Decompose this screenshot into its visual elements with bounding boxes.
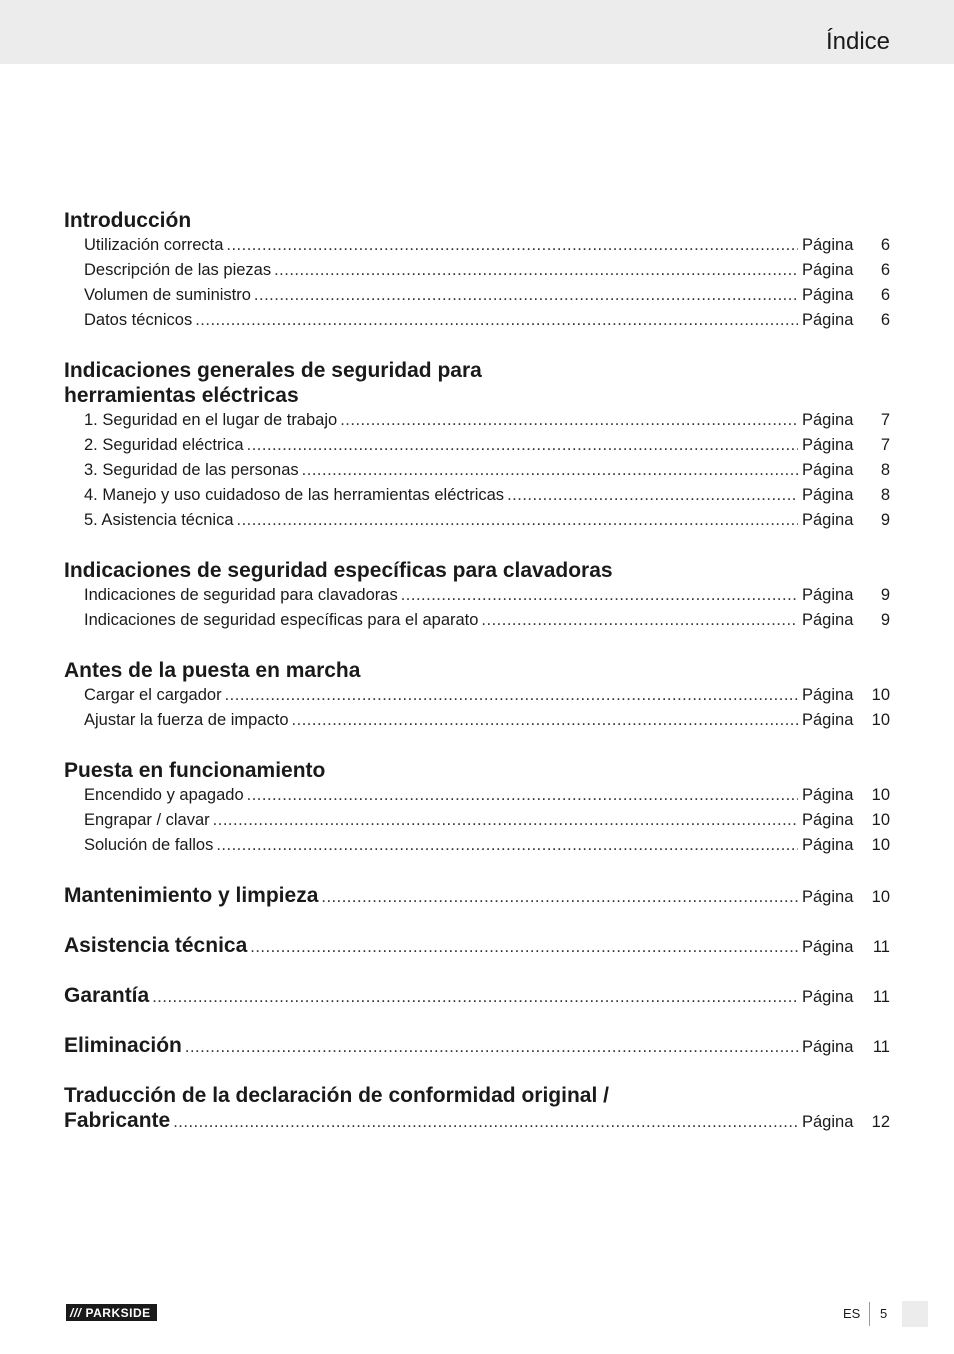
section-heading-line1: Indicaciones generales de seguridad para xyxy=(64,359,482,382)
page-number: 10 xyxy=(871,686,890,704)
toc-entry[interactable] xyxy=(64,783,890,808)
dot-leader xyxy=(225,683,798,708)
toc-section-seguridad-clavadoras xyxy=(64,558,890,633)
section-heading: Mantenimiento y limpieza xyxy=(64,884,319,907)
section-heading: Puesta en funcionamiento xyxy=(64,759,326,782)
toc-section-declaracion-conformidad[interactable] xyxy=(64,1083,890,1133)
entry-label: Cargar el cargador xyxy=(84,686,222,704)
dot-leader xyxy=(401,583,798,608)
toc-section-seguridad-general xyxy=(64,358,890,533)
page-number: 10 xyxy=(871,888,890,906)
page-word: Página xyxy=(802,411,854,429)
page-number: 10 xyxy=(871,786,890,804)
dot-leader xyxy=(274,258,798,283)
toc-entry[interactable] xyxy=(64,483,890,508)
dot-leader xyxy=(254,283,798,308)
toc-entry[interactable] xyxy=(64,408,890,433)
page-number: 6 xyxy=(880,261,890,279)
toc-section-asistencia-tecnica[interactable] xyxy=(64,933,890,958)
section-heading: Indicaciones de seguridad específicas para clavadoras xyxy=(64,559,613,582)
toc-entry[interactable] xyxy=(64,308,890,333)
dot-leader xyxy=(247,783,798,808)
dot-leader xyxy=(250,935,798,960)
toc-section-puesta-funcionamiento xyxy=(64,758,890,858)
entry-label: 1. Seguridad en el lugar de trabajo xyxy=(84,411,338,429)
section-heading: Antes de la puesta en marcha xyxy=(64,659,361,682)
language-code: ES xyxy=(843,1306,861,1321)
page-number: 11 xyxy=(872,988,890,1006)
entry-label: Encendido y apagado xyxy=(84,786,244,804)
entry-label: 2. Seguridad eléctrica xyxy=(84,436,244,454)
page-word: Página xyxy=(802,236,854,254)
dot-leader xyxy=(216,833,798,858)
page-word: Página xyxy=(802,686,854,704)
page-number: 6 xyxy=(880,286,890,304)
toc-entry[interactable] xyxy=(64,458,890,483)
parkside-logo xyxy=(66,1304,157,1321)
page-number: 9 xyxy=(880,611,890,629)
footer-page-number: 5 xyxy=(880,1306,888,1321)
entry-label: Indicaciones de seguridad para clavadoras xyxy=(84,586,398,604)
page-word: Página xyxy=(802,1038,854,1056)
page-number: 8 xyxy=(880,461,890,479)
dot-leader xyxy=(195,308,798,333)
page-word: Página xyxy=(802,436,854,454)
entry-label: 3. Seguridad de las personas xyxy=(84,461,299,479)
footer-tab-marker xyxy=(902,1301,928,1327)
footer-divider xyxy=(869,1302,870,1326)
page-number: 11 xyxy=(872,938,890,956)
dot-leader xyxy=(173,1110,798,1135)
dot-leader xyxy=(152,985,798,1010)
dot-leader xyxy=(292,708,798,733)
toc-section-eliminacion[interactable] xyxy=(64,1033,890,1058)
page-word: Página xyxy=(802,1113,854,1131)
logo-stripes: /// xyxy=(70,1305,82,1320)
dot-leader xyxy=(321,885,798,910)
section-heading-line2: herramientas eléctricas xyxy=(64,384,299,407)
toc-entry[interactable] xyxy=(64,258,890,283)
section-heading-line2: Fabricante xyxy=(64,1109,171,1132)
section-heading-line1: Traducción de la declaración de conformidad original / xyxy=(64,1084,609,1107)
page-number: 6 xyxy=(880,236,890,254)
entry-label: 5. Asistencia técnica xyxy=(84,511,234,529)
header-bar xyxy=(0,0,954,64)
entry-label: Volumen de suministro xyxy=(84,286,251,304)
table-of-contents xyxy=(64,208,890,1133)
toc-entry[interactable] xyxy=(64,283,890,308)
page-number: 7 xyxy=(880,411,890,429)
entry-label: Utilización correcta xyxy=(84,236,224,254)
toc-section-garantia[interactable] xyxy=(64,983,890,1008)
dot-leader xyxy=(237,508,799,533)
page-word: Página xyxy=(802,586,854,604)
toc-entry[interactable] xyxy=(64,433,890,458)
toc-entry[interactable] xyxy=(64,808,890,833)
dot-leader xyxy=(481,608,798,633)
page-word: Página xyxy=(802,511,854,529)
page-word: Página xyxy=(802,261,854,279)
toc-entry[interactable] xyxy=(64,508,890,533)
page-word: Página xyxy=(802,486,854,504)
dot-leader xyxy=(213,808,798,833)
page-word: Página xyxy=(802,311,854,329)
entry-label: Ajustar la fuerza de impacto xyxy=(84,711,289,729)
page-number: 9 xyxy=(880,586,890,604)
page-title: Índice xyxy=(825,28,890,55)
page-number: 10 xyxy=(871,811,890,829)
page-number: 12 xyxy=(871,1113,890,1131)
toc-entry[interactable] xyxy=(64,583,890,608)
page-number: 11 xyxy=(872,1038,890,1056)
page-word: Página xyxy=(802,461,854,479)
toc-entry[interactable] xyxy=(64,708,890,733)
section-heading: Asistencia técnica xyxy=(64,934,248,957)
page-word: Página xyxy=(802,286,854,304)
page-number: 6 xyxy=(880,311,890,329)
dot-leader xyxy=(340,408,798,433)
entry-label: Datos técnicos xyxy=(84,311,193,329)
toc-entry[interactable] xyxy=(64,683,890,708)
dot-leader xyxy=(247,433,798,458)
page-word: Página xyxy=(802,611,854,629)
dot-leader xyxy=(185,1035,798,1060)
section-heading: Introducción xyxy=(64,209,192,232)
dot-leader xyxy=(302,458,798,483)
page-word: Página xyxy=(802,938,854,956)
page-word: Página xyxy=(802,811,854,829)
entry-label: Engrapar / clavar xyxy=(84,811,210,829)
page-number: 9 xyxy=(880,511,890,529)
page-word: Página xyxy=(802,836,854,854)
page-number: 7 xyxy=(880,436,890,454)
entry-label: 4. Manejo y uso cuidadoso de las herramientas eléctricas xyxy=(84,486,505,504)
entry-label: Descripción de las piezas xyxy=(84,261,272,279)
toc-entry[interactable] xyxy=(64,833,890,858)
dot-leader xyxy=(226,233,798,258)
section-heading: Garantía xyxy=(64,984,150,1007)
page-number: 8 xyxy=(880,486,890,504)
page-word: Página xyxy=(802,988,854,1006)
entry-label: Solución de fallos xyxy=(84,836,214,854)
toc-section-mantenimiento[interactable] xyxy=(64,883,890,908)
toc-section-introduccion xyxy=(64,208,890,333)
section-heading: Eliminación xyxy=(64,1034,182,1057)
page-number: 10 xyxy=(871,711,890,729)
logo-text: PARKSIDE xyxy=(85,1305,151,1320)
page-number: 10 xyxy=(871,836,890,854)
page-word: Página xyxy=(802,888,854,906)
toc-section-antes-puesta-marcha xyxy=(64,658,890,733)
toc-entry[interactable] xyxy=(64,233,890,258)
dot-leader xyxy=(507,483,798,508)
toc-entry[interactable] xyxy=(64,608,890,633)
entry-label: Indicaciones de seguridad específicas para el aparato xyxy=(84,611,479,629)
page-word: Página xyxy=(802,786,854,804)
page-word: Página xyxy=(802,711,854,729)
